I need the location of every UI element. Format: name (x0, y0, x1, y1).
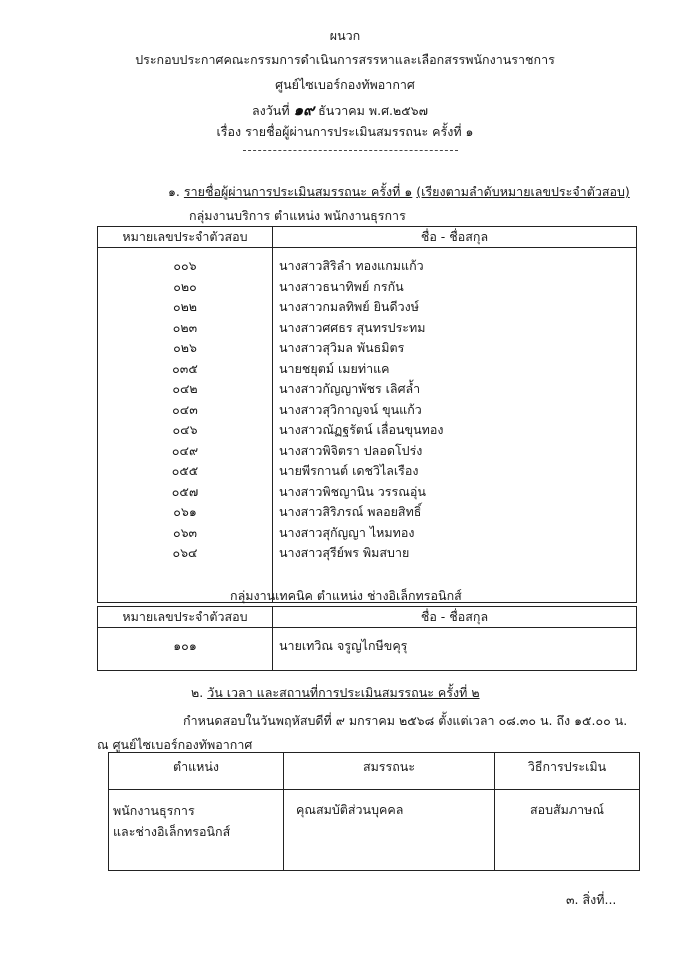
candidate-name-cell: นางสาวกมลทิพย์ ยินดีวงษ์ (279, 299, 419, 314)
group1-id-column (98, 248, 273, 603)
candidate-name-cell: นางสาวสิริลำ ทองแกมแก้ว (279, 258, 424, 273)
subject-line: เรื่อง รายชื่อผู้ผ่านการประเมินสมรรถนะ ครั้งที่ ๑ (216, 124, 474, 139)
section2-title: วัน เวลา และสถานที่การประเมินสมรรถนะ ครั้งที่ ๒ (207, 685, 480, 700)
candidate-name-cell: นางสาวธนาทิพย์ กรกัน (279, 278, 404, 294)
group1-caption: กลุ่มงานบริการ ตำแหน่ง พนักงานธุรการ (189, 208, 406, 223)
handwritten-date: ๑๙ (293, 101, 315, 119)
date-line (252, 98, 428, 122)
group2-table (97, 606, 637, 671)
divider (243, 150, 458, 151)
section1-title: รายชื่อผู้ผ่านการประเมินสมรรถนะ ครั้งที่ ๑ (183, 184, 413, 199)
candidate-name-cell: นางสาวณัฏฐรัตน์ เลื่อนขุนทอง (279, 422, 444, 437)
exam-id-cell: ๐๒๖ (173, 340, 197, 355)
candidate-name-cell: นางสาวกัญญาพัชร เลิศล้ำ (279, 381, 421, 396)
exam-id-cell: ๐๐๖ (173, 258, 197, 273)
exam-id-cell: ๑๐๑ (173, 638, 197, 653)
candidate-name-cell: นางสาวสุวิกาญจน์ ขุนแก้ว (279, 401, 422, 417)
exam-id-cell: ๐๔๒ (172, 381, 198, 396)
candidate-name-cell: นางสาวสุรีย์พร พิมสบาย (279, 545, 410, 560)
exam-id-cell: ๐๔๓ (172, 401, 198, 417)
col-competency: สมรรถนะ (284, 753, 495, 790)
exam-id-cell: ๐๒๐ (173, 278, 197, 294)
group2-name-column (273, 628, 637, 671)
exam-id-cell: ๐๕๗ (171, 483, 199, 499)
position-line2: และช่างอิเล็กทรอนิกส์ (113, 824, 231, 839)
organization-name: ศูนย์ไซเบอร์กองทัพอากาศ (275, 77, 415, 92)
group1-col-name: ชื่อ - ชื่อสกุล (273, 227, 637, 248)
date-suffix: ธันวาคม พ.ศ.๒๕๖๗ (318, 103, 429, 118)
exam-id-cell: ๐๖๓ (172, 524, 198, 540)
group1-table (97, 226, 637, 603)
section1-number: ๑. (168, 184, 180, 199)
group1-header-row (98, 227, 637, 248)
group2-body-row (98, 628, 637, 671)
candidate-name-cell: นางสาวสุวิมล พันธมิตร (279, 340, 405, 355)
exam-location: ณ ศูนย์ไซเบอร์กองทัพอากาศ (97, 737, 253, 752)
section2-number: ๒. (191, 685, 204, 700)
group2-col-id: หมายเลขประจำตัวสอบ (98, 607, 273, 628)
group2-id-column (98, 628, 273, 671)
candidate-name-cell: นางสาวสิริภรณ์ พลอยสิทธิ์ (279, 504, 422, 519)
exam-id-cell: ๐๔๙ (171, 442, 199, 458)
candidate-name-cell: นางสาวศศธร สุนทรประทม (279, 319, 426, 335)
candidate-name-cell: นายพีรกานต์ เดชวิไลเรือง (279, 463, 419, 478)
group2-col-name: ชื่อ - ชื่อสกุล (273, 607, 637, 628)
exam-id-cell: ๐๒๓ (172, 319, 198, 335)
col-method: วิธีการประเมิน (495, 753, 640, 790)
exam-id-cell: ๐๖๔ (172, 545, 198, 560)
group2-caption: กลุ่มงานเทคนิค ตำแหน่ง ช่างอิเล็กทรอนิกส์ (230, 588, 462, 603)
assessment-row (109, 790, 640, 871)
section2-heading (191, 683, 480, 703)
method-cell: สอบสัมภาษณ์ (495, 790, 640, 871)
candidate-name-cell: นางสาวสุกัญญา ไหมทอง (279, 524, 415, 540)
candidate-name-cell: นางสาวพิชญานิน วรรณอุ่น (279, 483, 426, 499)
position-cell (109, 790, 284, 871)
section1-note: (เรียงตามลำดับหมายเลขประจำตัวสอบ) (416, 184, 630, 199)
candidate-name-cell: นายชยุตม์ เมยท่าแค (279, 360, 390, 376)
assessment-table (108, 752, 640, 871)
exam-id-cell: ๐๓๕ (172, 360, 198, 376)
announcement-line: ประกอบประกาศคณะกรรมการดำเนินการสรรหาและเลือกสรรพนักงานราชการ (135, 52, 555, 67)
assessment-header-row (109, 753, 640, 790)
section1-heading (168, 182, 630, 202)
position-line1: พนักงานธุรการ (113, 803, 195, 818)
exam-id-cell: ๐๖๑ (173, 504, 197, 519)
group1-name-column (273, 248, 637, 603)
group1-col-id: หมายเลขประจำตัวสอบ (98, 227, 273, 248)
date-prefix: ลงวันที่ (252, 103, 290, 118)
candidate-name-cell: นายเทวิณ จรูญไกษีขคุรุ (279, 638, 408, 653)
candidate-name-cell: นางสาวพิจิตรา ปลอดโปร่ง (279, 442, 423, 458)
competency-cell: คุณสมบัติส่วนบุคคล (284, 790, 495, 871)
group2-header-row (98, 607, 637, 628)
exam-id-cell: ๐๕๕ (171, 463, 199, 478)
group1-body-row (98, 248, 637, 603)
exam-schedule: กำหนดสอบในวันพฤหัสบดีที่ ๙ มกราคม ๒๕๖๘ ตั้งแต่เวลา ๐๘.๓๐ น. ถึง ๑๕.๐๐ น. (183, 713, 628, 728)
annex-label: ผนวก (329, 28, 361, 43)
exam-id-cell: ๐๒๒ (172, 299, 198, 314)
col-position: ตำแหน่ง (109, 753, 284, 790)
exam-id-cell: ๐๔๖ (172, 422, 198, 437)
continuation-note: ๓. สิ่งที่... (566, 892, 617, 907)
